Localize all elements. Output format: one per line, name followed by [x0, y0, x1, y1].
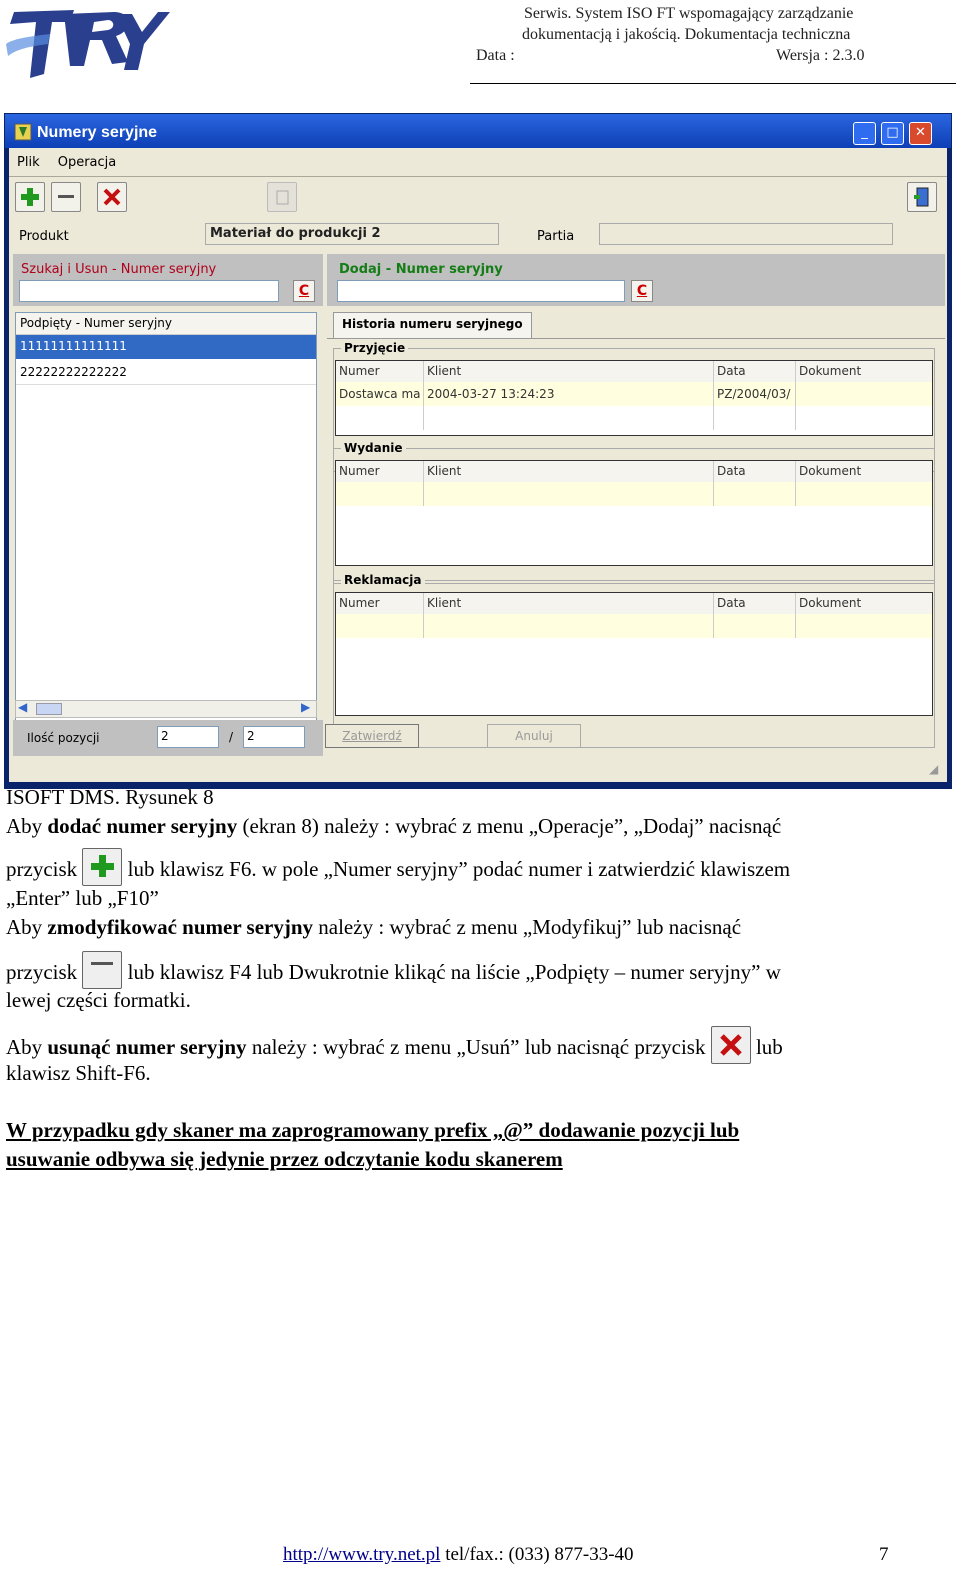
menu-bar [17, 155, 130, 173]
maximize-button[interactable]: □ [881, 122, 904, 145]
batch-label: Partia [537, 229, 575, 244]
col-document[interactable]: Dokument [796, 361, 932, 382]
serial-numbers-window [4, 113, 952, 789]
count-label: Ilość pozycji [27, 731, 100, 745]
paragraph-modify-2: przycisk lub klawisz F4 lub Dwukrotnie klikąć na liście „Podpięty – numer seryjny” w [6, 955, 781, 993]
issue-grid [335, 460, 933, 566]
close-button[interactable]: ✕ [909, 122, 932, 145]
paragraph-add: Aby dodać numer seryjny (ekran 8) należy : wybrać z menu „Operacje”, „Dodaj” nacisnąć [6, 814, 782, 838]
receipt-grid [335, 360, 933, 436]
cell-date: PZ/2004/03/ [714, 382, 796, 406]
attached-list [15, 312, 317, 736]
window-title: Numery seryjne [37, 124, 158, 141]
count-total-field: 2 [243, 726, 305, 748]
col-number[interactable]: Numer [336, 593, 424, 614]
attached-list-header: Podpięty - Numer seryjny [16, 313, 316, 335]
disabled-tool-button[interactable] [267, 182, 297, 212]
header-line2: dokumentacją i jakością. Dokumentacja techniczna [522, 26, 851, 43]
search-clear-button[interactable]: C [293, 280, 315, 302]
resize-grip-icon[interactable]: ◢ [929, 762, 939, 776]
product-field: Materiał do produkcji 2 [205, 223, 499, 245]
col-number[interactable]: Numer [336, 361, 424, 382]
col-client[interactable]: Klient [424, 461, 714, 482]
menu-operation[interactable]: Operacja [57, 155, 117, 170]
page-number: 7 [879, 1544, 889, 1565]
footer-link[interactable]: http://www.try.net.pl [283, 1544, 441, 1565]
cell-number: Dostawca ma [336, 382, 424, 406]
cancel-button[interactable]: Anuluj [487, 724, 581, 748]
add-label: Dodaj - Numer seryjny [339, 262, 503, 277]
paragraph-delete: Aby usunąć numer seryjny należy : wybrać z menu „Usuń” lub nacisnąć przycisk lub [6, 1030, 783, 1068]
figure-caption: ISOFT DMS. Rysunek 8 [6, 785, 214, 809]
modify-button[interactable] [51, 182, 81, 212]
col-date[interactable]: Data [714, 361, 796, 382]
count-field: 2 [157, 726, 219, 748]
scroll-thumb[interactable] [36, 703, 62, 715]
delete-x-icon [711, 1026, 751, 1064]
header-date-label: Data : [476, 47, 515, 64]
plus-icon [82, 848, 122, 886]
delete-x-icon [98, 183, 126, 211]
col-client[interactable]: Klient [424, 361, 714, 382]
receipt-group-title: Przyjęcie [341, 341, 408, 355]
complaint-group-title: Reklamacja [341, 573, 425, 587]
col-number[interactable]: Numer [336, 461, 424, 482]
header-line1: Serwis. System ISO FT wspomagający zarządzanie [524, 5, 854, 22]
serial-number-input[interactable] [337, 280, 625, 302]
col-client[interactable]: Klient [424, 593, 714, 614]
paragraph-modify-3: lewej części formatki. [6, 988, 191, 1012]
paragraph-modify: Aby zmodyfikować numer seryjny należy : wybrać z menu „Modyfikuj” lub nacisnąć [6, 915, 742, 939]
search-label: Szukaj i Usun - Numer seryjny [21, 262, 217, 277]
footer-contact: http://www.try.net.pl tel/fax.: (033) 877-33-40 [283, 1544, 634, 1565]
minimize-button[interactable]: _ [853, 122, 876, 145]
delete-button[interactable] [97, 182, 127, 212]
plus-icon [16, 183, 44, 211]
scroll-left-icon[interactable]: ◀ [18, 700, 28, 714]
paragraph-add-3: „Enter” lub „F10” [6, 886, 159, 910]
count-separator: / [229, 730, 234, 744]
table-row[interactable] [336, 382, 932, 406]
minus-icon [52, 183, 80, 211]
batch-field[interactable] [599, 223, 893, 245]
col-date[interactable]: Data [714, 593, 796, 614]
confirm-button[interactable]: Zatwierdź [325, 724, 419, 748]
col-date[interactable]: Data [714, 461, 796, 482]
exit-button[interactable] [907, 182, 937, 212]
page-icon [268, 183, 296, 211]
title-bar [5, 114, 951, 148]
search-input[interactable] [19, 280, 279, 302]
horizontal-scrollbar[interactable] [15, 700, 317, 718]
add-clear-button[interactable]: C [631, 280, 653, 302]
menu-file[interactable]: Plik [17, 155, 40, 170]
minus-icon [82, 951, 122, 989]
col-document[interactable]: Dokument [796, 593, 932, 614]
scanner-warning-line1: W przypadku gdy skaner ma zaprogramowany prefix „@” dodawanie pozycji lub [6, 1118, 740, 1142]
scroll-right-icon[interactable]: ▶ [301, 700, 311, 714]
paragraph-delete-2: klawisz Shift-F6. [6, 1061, 151, 1085]
product-label: Produkt [19, 229, 69, 244]
window-client [9, 148, 947, 782]
col-document[interactable]: Dokument [796, 461, 932, 482]
header-rule [470, 83, 956, 84]
app-icon [14, 123, 32, 141]
header-version: Wersja : 2.3.0 [776, 47, 865, 64]
try-logo [4, 4, 170, 80]
list-item[interactable]: 11111111111111 [16, 335, 316, 359]
door-icon [908, 183, 936, 211]
add-button[interactable] [15, 182, 45, 212]
issue-group-title: Wydanie [341, 441, 406, 455]
complaint-grid [335, 592, 933, 716]
list-item[interactable]: 22222222222222 [16, 361, 316, 385]
tab-history[interactable]: Historia numeru seryjnego [333, 312, 532, 338]
paragraph-add-2: przycisk lub klawisz F6. w pole „Numer seryjny” podać numer i zatwierdzić klawiszem [6, 852, 790, 890]
cell-document [796, 382, 932, 406]
scanner-warning-line2: usuwanie odbywa się jedynie przez odczytanie kodu skanerem [6, 1147, 563, 1171]
cell-client: 2004-03-27 13:24:23 [424, 382, 714, 406]
